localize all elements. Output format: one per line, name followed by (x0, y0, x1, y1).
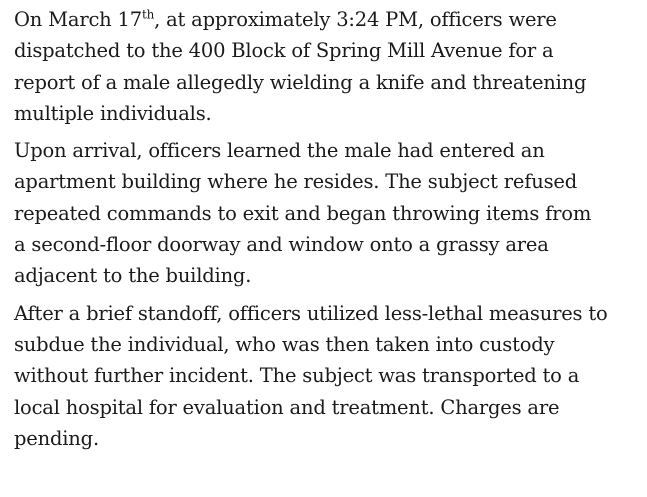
text-line: After a brief standoff, officers utilized less-lethal measures to (14, 301, 608, 325)
text-line (14, 4, 647, 35)
text-line: adjacent to the building. (14, 264, 252, 288)
text-line: pending. (14, 426, 99, 450)
text-line: without further incident. The subject was transported to a (14, 364, 580, 388)
text-segment: On March 17 (14, 8, 142, 31)
text-line: apartment building where he resides. The subject refused (14, 170, 578, 194)
text-line: a second-floor doorway and window onto a grassy area (14, 233, 549, 257)
text-line: Upon arrival, officers learned the male had entered an (14, 139, 545, 163)
text-segment: , at approximately 3:24 PM, officers were (154, 8, 557, 31)
text-line: dispatched to the 400 Block of Spring Mill Avenue for a (14, 39, 554, 63)
text-line: local hospital for evaluation and treatment. Charges are (14, 395, 560, 419)
paragraph-arrival (14, 135, 647, 291)
text-line: repeated commands to exit and began throwing items from (14, 201, 592, 225)
text-line: subdue the individual, who was then taken into custody (14, 332, 555, 356)
text-line: report of a male allegedly wielding a knife and threatening (14, 70, 587, 94)
paragraph-incident (14, 4, 647, 129)
ordinal-suffix: th (141, 7, 155, 22)
text-line: multiple individuals. (14, 101, 212, 125)
paragraph-resolution (14, 298, 647, 454)
